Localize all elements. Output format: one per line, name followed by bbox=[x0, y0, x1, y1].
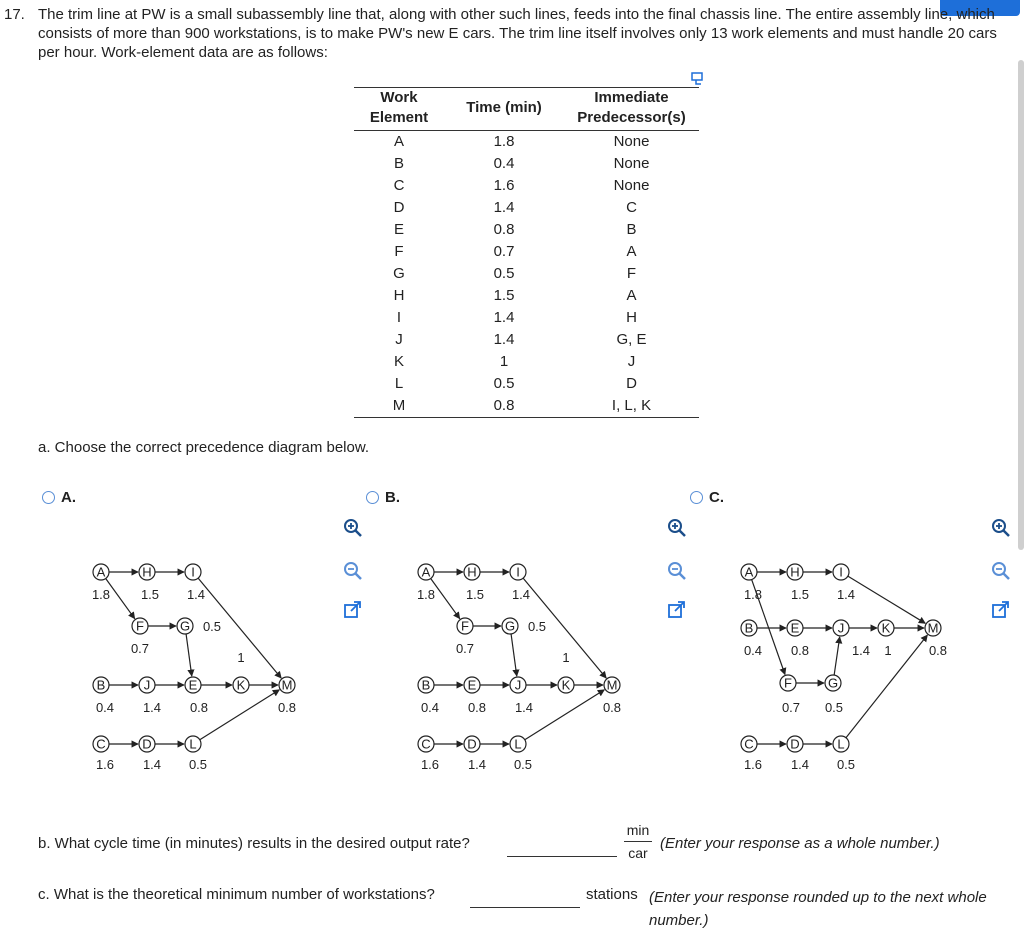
unit-numerator: min bbox=[626, 822, 650, 838]
option-a[interactable] bbox=[42, 489, 76, 506]
time-label-K: 1 bbox=[237, 650, 245, 665]
time-label-B: 0.4 bbox=[743, 643, 763, 658]
time-label-K: 1 bbox=[562, 650, 570, 665]
table-row bbox=[354, 351, 699, 373]
time-label-D: 1.4 bbox=[142, 757, 162, 772]
time-label-M: 0.8 bbox=[928, 643, 948, 658]
diagram-a bbox=[80, 555, 310, 780]
work-element-table bbox=[354, 87, 699, 418]
node-label-I: I bbox=[839, 564, 843, 580]
node-label-A: A bbox=[421, 564, 431, 580]
scrollbar[interactable] bbox=[1018, 60, 1024, 550]
node-label-C: C bbox=[421, 736, 431, 752]
time-label-A: 1.8 bbox=[416, 587, 436, 602]
node-label-L: L bbox=[837, 736, 845, 752]
time-label-B: 0.4 bbox=[420, 700, 440, 715]
unit-denominator: car bbox=[628, 845, 648, 861]
time-label-D: 1.4 bbox=[467, 757, 487, 772]
edge-I-M bbox=[848, 576, 925, 623]
cell-element: H bbox=[393, 287, 405, 304]
node-label-G: G bbox=[504, 618, 516, 634]
zoom-out-icon[interactable] bbox=[666, 560, 688, 582]
stations-input[interactable] bbox=[470, 906, 580, 908]
time-label-C: 1.6 bbox=[743, 757, 763, 772]
node-label-E: E bbox=[467, 677, 477, 693]
cell-element: B bbox=[393, 155, 404, 172]
cell-predecessors: A bbox=[626, 287, 637, 304]
time-label-I: 1.4 bbox=[836, 587, 856, 602]
cell-time: 0.8 bbox=[493, 221, 515, 238]
time-label-B: 0.4 bbox=[95, 700, 115, 715]
edge-L-M bbox=[200, 690, 280, 740]
time-label-G: 0.5 bbox=[527, 619, 547, 634]
node-label-D: D bbox=[467, 736, 477, 752]
cell-time: 1 bbox=[499, 353, 509, 370]
time-label-I: 1.4 bbox=[186, 587, 206, 602]
node-label-E: E bbox=[188, 677, 198, 693]
col-header-predecessors: Immediate Predecessor(s) bbox=[564, 88, 699, 131]
time-label-F: 0.7 bbox=[781, 700, 801, 715]
time-label-L: 0.5 bbox=[513, 757, 533, 772]
time-label-I: 1.4 bbox=[511, 587, 531, 602]
option-b[interactable] bbox=[366, 489, 400, 506]
edge-G-J bbox=[511, 634, 517, 676]
table-row bbox=[354, 307, 699, 329]
time-label-A: 1.8 bbox=[91, 587, 111, 602]
time-label-J: 1.4 bbox=[142, 700, 162, 715]
node-label-B: B bbox=[421, 677, 431, 693]
cell-time: 0.7 bbox=[493, 243, 515, 260]
cell-time: 1.4 bbox=[493, 199, 515, 216]
cell-time: 0.5 bbox=[493, 265, 515, 282]
cell-element: G bbox=[393, 265, 405, 282]
node-label-F: F bbox=[461, 618, 469, 634]
table-row bbox=[354, 175, 699, 197]
node-label-F: F bbox=[784, 675, 792, 691]
cell-predecessors: I, L, K bbox=[564, 395, 699, 418]
time-label-J: 1.4 bbox=[514, 700, 534, 715]
cell-time: 1.4 bbox=[493, 309, 515, 326]
cell-predecessors: B bbox=[626, 221, 637, 238]
node-label-G: G bbox=[179, 618, 191, 634]
problem-number: 17. bbox=[4, 6, 25, 23]
time-label-G: 0.5 bbox=[202, 619, 222, 634]
option-c[interactable] bbox=[690, 489, 724, 506]
time-label-H: 1.5 bbox=[790, 587, 810, 602]
option-b-radio[interactable] bbox=[366, 491, 379, 504]
table-row bbox=[354, 197, 699, 219]
time-label-F: 0.7 bbox=[455, 641, 475, 656]
cell-time: 0.8 bbox=[444, 395, 564, 418]
cell-predecessors: None bbox=[613, 177, 650, 194]
time-label-D: 1.4 bbox=[790, 757, 810, 772]
table-row bbox=[354, 373, 699, 395]
part-c-question: c. What is the theoretical minimum number of workstations? bbox=[38, 886, 435, 903]
cell-time: 0.5 bbox=[493, 375, 515, 392]
zoom-in-icon[interactable] bbox=[342, 517, 364, 539]
cell-element: J bbox=[395, 331, 403, 348]
cell-element: C bbox=[393, 177, 405, 194]
node-label-H: H bbox=[467, 564, 477, 580]
cell-element: F bbox=[394, 243, 404, 260]
table-row bbox=[354, 395, 699, 418]
node-label-J: J bbox=[837, 620, 845, 636]
cell-predecessors: None bbox=[613, 155, 650, 172]
node-label-H: H bbox=[790, 564, 800, 580]
cell-predecessors: F bbox=[626, 265, 637, 282]
node-label-L: L bbox=[514, 736, 522, 752]
node-label-K: K bbox=[881, 620, 891, 636]
time-label-G: 0.5 bbox=[824, 700, 844, 715]
node-label-M: M bbox=[606, 677, 618, 693]
time-label-H: 1.5 bbox=[465, 587, 485, 602]
table-row bbox=[354, 263, 699, 285]
col-header-element: Work Element bbox=[354, 88, 444, 131]
node-label-C: C bbox=[744, 736, 754, 752]
time-label-E: 0.8 bbox=[467, 700, 487, 715]
node-label-H: H bbox=[142, 564, 152, 580]
node-label-G: G bbox=[827, 675, 839, 691]
node-label-I: I bbox=[191, 564, 195, 580]
cell-predecessors: A bbox=[626, 243, 637, 260]
cell-element: E bbox=[393, 221, 404, 238]
node-label-B: B bbox=[96, 677, 106, 693]
option-a-radio[interactable] bbox=[42, 491, 55, 504]
option-c-radio[interactable] bbox=[690, 491, 703, 504]
time-label-C: 1.6 bbox=[420, 757, 440, 772]
zoom-in-icon[interactable] bbox=[990, 517, 1012, 539]
part-b-question: b. What cycle time (in minutes) results in the desired output rate? bbox=[38, 835, 470, 852]
cell-predecessors: C bbox=[626, 199, 637, 216]
cell-predecessors: None bbox=[613, 133, 650, 150]
cell-element: A bbox=[393, 133, 404, 150]
popout-icon[interactable] bbox=[666, 600, 688, 622]
node-label-E: E bbox=[790, 620, 800, 636]
table-row bbox=[354, 285, 699, 307]
cell-element: I bbox=[396, 309, 402, 326]
time-label-K: 1 bbox=[884, 643, 892, 658]
table-row bbox=[354, 219, 699, 241]
option-a-label: A. bbox=[61, 489, 76, 506]
cell-element: L bbox=[394, 375, 404, 392]
node-label-M: M bbox=[281, 677, 293, 693]
option-c-label: C. bbox=[709, 489, 724, 506]
node-label-A: A bbox=[96, 564, 106, 580]
node-label-J: J bbox=[143, 677, 151, 693]
copy-icon[interactable] bbox=[690, 70, 706, 86]
node-label-D: D bbox=[142, 736, 152, 752]
cell-time: 1.5 bbox=[493, 287, 515, 304]
part-c-unit: stations bbox=[586, 886, 638, 903]
time-label-E: 0.8 bbox=[790, 643, 810, 658]
edge-G-J bbox=[834, 637, 840, 675]
node-label-J: J bbox=[514, 677, 522, 693]
cell-element: D bbox=[393, 199, 405, 216]
node-label-F: F bbox=[136, 618, 144, 634]
part-c-hint: (Enter your response rounded up to the next whole number.) bbox=[649, 889, 987, 929]
time-label-L: 0.5 bbox=[836, 757, 856, 772]
col-header-time: Time (min) bbox=[444, 88, 564, 131]
time-label-H: 1.5 bbox=[140, 587, 160, 602]
cell-time: 1.4 bbox=[493, 331, 515, 348]
node-label-A: A bbox=[744, 564, 754, 580]
time-label-J: 1.4 bbox=[851, 643, 871, 658]
diagram-c bbox=[728, 555, 958, 780]
cell-element: M bbox=[354, 395, 444, 418]
table-row bbox=[354, 153, 699, 175]
popout-icon[interactable] bbox=[990, 600, 1012, 622]
table-row bbox=[354, 241, 699, 263]
cell-predecessors: H bbox=[626, 309, 637, 326]
cell-element: K bbox=[393, 353, 404, 370]
cell-predecessors: D bbox=[626, 375, 637, 392]
table-row bbox=[354, 329, 699, 351]
edge-G-E bbox=[186, 634, 192, 676]
node-label-B: B bbox=[744, 620, 754, 636]
option-b-label: B. bbox=[385, 489, 400, 506]
node-label-L: L bbox=[189, 736, 197, 752]
time-label-C: 1.6 bbox=[95, 757, 115, 772]
unit-fraction bbox=[624, 822, 652, 861]
time-label-F: 0.7 bbox=[130, 641, 150, 656]
zoom-out-icon[interactable] bbox=[990, 560, 1012, 582]
node-label-I: I bbox=[516, 564, 520, 580]
node-label-M: M bbox=[927, 620, 939, 636]
cell-predecessors: G, E bbox=[616, 331, 647, 348]
popout-icon[interactable] bbox=[342, 600, 364, 622]
problem-text: The trim line at PW is a small subassembly line that, along with other such lines, feeds into the final chassis line. The entire assembly line, which consists of more than 900 workstations, is to make PW's new E cars. The trim line itself involves only 13 work elements and must handle 20 cars per hour. Work-element data are as follows: bbox=[38, 6, 997, 61]
time-label-M: 0.8 bbox=[277, 700, 297, 715]
node-label-K: K bbox=[561, 677, 571, 693]
diagram-b bbox=[405, 555, 635, 780]
time-label-M: 0.8 bbox=[602, 700, 622, 715]
time-label-A: 1.8 bbox=[743, 587, 763, 602]
edge-L-M bbox=[525, 690, 605, 740]
node-label-K: K bbox=[236, 677, 246, 693]
cell-time: 0.4 bbox=[493, 155, 515, 172]
zoom-in-icon[interactable] bbox=[666, 517, 688, 539]
cell-predecessors: J bbox=[627, 353, 636, 370]
cycle-time-input[interactable] bbox=[507, 855, 617, 857]
zoom-out-icon[interactable] bbox=[342, 560, 364, 582]
part-b-hint: (Enter your response as a whole number.) bbox=[660, 835, 940, 852]
cell-time: 1.8 bbox=[493, 133, 515, 150]
table-row bbox=[354, 131, 699, 154]
time-label-L: 0.5 bbox=[188, 757, 208, 772]
node-label-C: C bbox=[96, 736, 106, 752]
node-label-D: D bbox=[790, 736, 800, 752]
cell-time: 1.6 bbox=[493, 177, 515, 194]
time-label-E: 0.8 bbox=[189, 700, 209, 715]
part-a-question: a. Choose the correct precedence diagram below. bbox=[38, 439, 370, 456]
